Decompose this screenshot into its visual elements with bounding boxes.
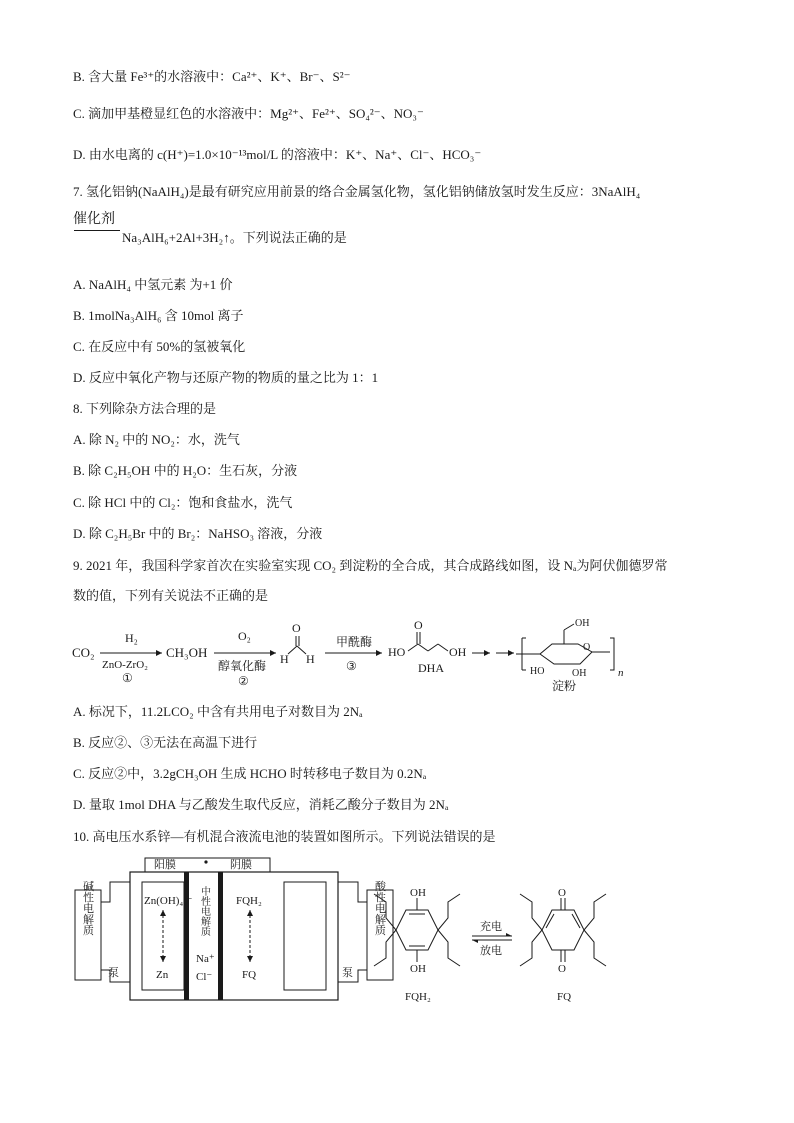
step-1: ① <box>122 671 133 685</box>
fq-o-top: O <box>558 887 566 899</box>
right-pump: 泵 <box>342 966 353 979</box>
dha-label: DHA <box>418 661 444 675</box>
fq-ring <box>542 910 584 950</box>
option-9d: D. 量取 1mol DHA 与乙酸发生取代反应，消耗乙酸分子数目为 2Nₐ <box>73 797 449 812</box>
fqh2-oh-bottom: OH <box>410 963 426 975</box>
starch-n: n <box>618 667 624 679</box>
right-tank-label: 酸性电解质 <box>373 880 387 936</box>
starch-oh: OH <box>572 668 587 679</box>
option-7c: C. 在反应中有 50%的氢被氧化 <box>73 339 246 354</box>
left-tank-label: 碱性电解质 <box>81 880 95 936</box>
option-7d: D. 反应中氧化产物与还原产物的物质的量之比为 1：1 <box>73 370 379 385</box>
option-8b: B. 除 C₂H₅OH 中的 H₂O：生石灰，分液 <box>73 463 298 478</box>
starch-o: O <box>583 642 591 653</box>
option-8c: C. 除 HCl 中的 Cl₂：饱和食盐水，洗气 <box>73 495 293 510</box>
fq-o-bottom: O <box>558 963 566 975</box>
ch3oh-label: CH₃OH <box>166 645 208 660</box>
option-8a: A. 除 N₂ 中的 NO₂：水，洗气 <box>73 432 240 447</box>
fqh2-oh-top: OH <box>410 887 426 899</box>
charge-label: 充电 <box>480 920 502 933</box>
question-9-stem: 9. 2021 年，我国科学家首次在实验室实现 CO₂ 到淀粉的全合成，其合成路线如图，设 Nₐ为阿伏伽德罗常 <box>73 558 668 573</box>
question-8-stem: 8. 下列除杂方法合理的是 <box>73 401 217 416</box>
starch-ho: HO <box>530 666 545 677</box>
option-6d: D. 由水电离的 c(H⁺)=1.0×10⁻¹³mol/L 的溶液中：K⁺、Na⁺、Cl⁻、HCO₃⁻ <box>73 147 482 162</box>
option-6b: B. 含大量 Fe³⁺的水溶液中：Ca²⁺、K⁺、Br⁻、S²⁻ <box>73 69 351 84</box>
question-7-products: Na₃AlH₆+2Al+3H₂↑。下列说法正确的是 <box>122 230 347 245</box>
option-9b: B. 反应②、③无法在高温下进行 <box>73 735 258 750</box>
option-6c: C. 滴加甲基橙显红色的水溶液中：Mg²⁺、Fe²⁺、SO₄²⁻、NO₃⁻ <box>73 106 424 121</box>
equilibrium-line <box>74 230 120 231</box>
discharge-label: 放电 <box>480 944 502 957</box>
question-10-stem: 10. 高电压水系锌—有机混合液流电池的装置如图所示。下列说法错误的是 <box>73 829 496 844</box>
h2-label: H₂ <box>125 631 138 645</box>
formaldehyde-h-right: H <box>306 652 315 666</box>
fqh2-ion: FQH₂ <box>236 895 262 907</box>
fq-caption: FQ <box>557 991 572 1003</box>
question-9-stem-cont: 数的值，下列有关说法不正确的是 <box>73 588 269 603</box>
formaldehyde-h-left: H <box>280 652 289 666</box>
fqh2-caption: FQH₂ <box>405 991 431 1003</box>
enzyme-2: 醇氧化酶 <box>218 659 267 673</box>
step-3: ③ <box>346 659 357 673</box>
enzyme-3: 甲酰酶 <box>336 635 373 649</box>
o2-label: O₂ <box>238 629 251 643</box>
option-8d: D. 除 C₂H₅Br 中的 Br₂：NaHSO₃ 溶液，分液 <box>73 526 323 541</box>
flow-battery-diagram <box>70 852 400 1002</box>
middle-electrolyte-label: 中性电解质 <box>198 886 210 936</box>
option-9a: A. 标况下，11.2LCO₂ 中含有共用电子对数目为 2Nₐ <box>73 704 363 719</box>
fqh2-ring <box>396 910 438 950</box>
synthesis-route-diagram <box>70 618 630 696</box>
cation-exchange-membrane <box>184 872 189 1000</box>
anion-exchange-membrane <box>218 872 223 1000</box>
cl-ion: Cl⁻ <box>196 971 213 983</box>
membrane-label-right: 阴膜 <box>230 858 252 871</box>
starch-oh-top: OH <box>575 618 590 629</box>
co2-label: CO₂ <box>72 645 95 660</box>
option-7a: A. NaAlH₄ 中氢元素 为+1 价 <box>73 277 233 292</box>
dha-oh: OH <box>449 645 467 659</box>
question-7-stem: 7. 氢化铝钠(NaAlH₄)是最有研究应用前景的络合金属氢化物，氢化铝钠储放氢时发生反应：3NaAlH₄ <box>73 184 641 199</box>
na-ion: Na⁺ <box>196 953 215 965</box>
option-7b: B. 1molNa₃AlH₆ 含 10mol 离子 <box>73 308 244 323</box>
zinc-label: Zn <box>156 969 169 981</box>
left-pump: 泵 <box>108 966 119 979</box>
option-9c: C. 反应②中，3.2gCH₃OH 生成 HCHO 时转移电子数目为 0.2Nₐ <box>73 766 427 781</box>
starch-label: 淀粉 <box>552 679 577 693</box>
step-2: ② <box>238 674 249 688</box>
fq-label: FQ <box>242 969 257 981</box>
formaldehyde-o: O <box>292 621 301 635</box>
dha-ho: HO <box>388 645 406 659</box>
zincate-ion: Zn(OH)₄²⁻ <box>144 895 193 907</box>
catalyst-1: ZnO-ZrO₂ <box>102 659 148 671</box>
dha-o: O <box>414 618 423 632</box>
catalyst-label: 催化剂 <box>73 212 115 227</box>
membrane-label-left: 阳膜 <box>154 858 176 871</box>
fq-structures <box>356 868 646 1018</box>
